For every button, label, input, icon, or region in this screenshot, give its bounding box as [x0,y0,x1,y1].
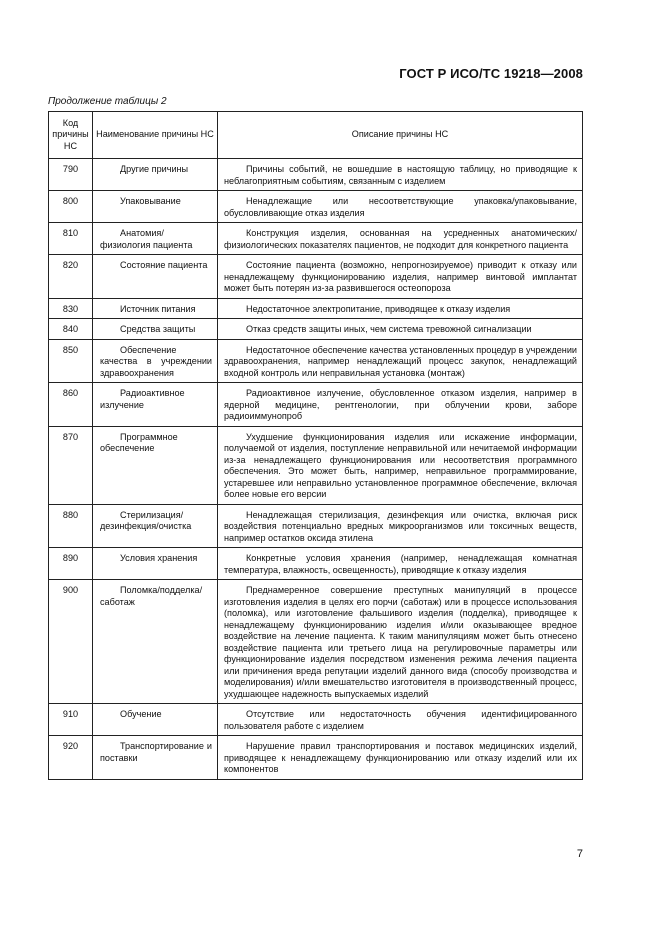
cause-code: 850 [49,339,93,383]
cause-description-text: Недостаточное электропитание, приводящее к отказу изделия [246,303,511,314]
cause-name [93,426,218,504]
cause-code: 900 [49,580,93,704]
cause-name [93,580,218,704]
cause-name-text: Поломка/подделка/саботаж [100,585,203,607]
cause-name [93,339,218,383]
cause-name-text: Обучение [120,709,162,719]
cause-name [93,548,218,580]
cause-description [218,159,583,191]
cause-name [93,383,218,427]
cause-name-text: Упаковывание [120,196,181,206]
cause-description [218,580,583,704]
cause-code: 810 [49,223,93,255]
cause-name-text: Состояние пациента [120,260,208,270]
column-header-name: Наименование причины НС [93,112,218,159]
cause-code: 880 [49,504,93,548]
cause-description-text: Нарушение правил транспортирования и поставок медицинских изделий, приводящее к ненадлежащему функционированию или отказу изделий или их компонентов [224,741,577,774]
cause-code: 800 [49,191,93,223]
table-row [49,548,583,580]
cause-description-text: Конкретные условия хранения (например, ненадлежащая комнатная температура, влажность, освещенность), приводящие к отказу изделия [224,553,577,575]
table-row [49,504,583,548]
cause-description-text: Отказ средств защиты иных, чем система тревожной сигнализации [246,324,532,334]
cause-name-text: Радиоактивное излучение [100,388,185,410]
cause-name-text: Средства защиты [120,324,196,334]
cause-description [218,298,583,319]
cause-name [93,255,218,299]
cause-name-text: Анатомия/физиология пациента [100,228,193,250]
cause-description-text: Ухудшение функционирования изделия или искажение информации, получаемой от изделия, поступление неправильной или нечитаемой информации из-за ненадлежащего функционирования или несоответствия программного обеспечения. Это может быть, например, неправильное программирование, устаревшее или неправильно установленное программное обеспечение, включая более новые его версии [224,431,577,499]
cause-description-text: Преднамеренное совершение преступных манипуляций в процессе изготовления изделия в целях его порчи (саботаж) или в процессе использования (поломка), или изготовление фальшивого изделия (подделка), приводящее к ненадлежащему функционированию изделия и/или оказывающее вредное воздействие на лечение пациента. К таким манипуляциям может быть отнесено воздействие пациента или третьего лица на регулировочные параметры или функционирование изделия посредством изменения режима лечения пациента или причинения вреда репутации изделий данного вида (способу производства и моделирования) и/или вмешательство изготовителя в производственный процесс, ухудшающее надежность выпускаемых изделий [224,585,577,699]
cause-name [93,704,218,736]
cause-code: 860 [49,383,93,427]
cause-name-text: Транспортирование и поставки [100,741,212,763]
table-row [49,319,583,340]
cause-description [218,548,583,580]
table-row [49,223,583,255]
table-caption: Продолжение таблицы 2 [48,96,167,107]
cause-code: 840 [49,319,93,340]
page-number: 7 [576,848,583,860]
cause-description [218,736,583,780]
cause-name-text: Стерилизация/дезинфекция/очистка [100,509,192,531]
cause-description-text: Ненадлежащая стерилизация, дезинфекция или очистка, включая риск воздействия потенциально вредных микроорганизмов или токсичных веществ, например остатков оксида этилена [224,509,577,543]
table-row [49,339,583,383]
table-row [49,383,583,427]
column-header-description: Описание причины НС [218,112,583,159]
table-row [49,255,583,299]
cause-name [93,504,218,548]
cause-name [93,159,218,191]
cause-name-text: Другие причины [120,164,189,174]
cause-description-text: Ненадлежащие или несоответствующие упаковка/упаковывание, обусловливающие отказ изделия [224,196,577,218]
cause-name [93,223,218,255]
cause-description [218,223,583,255]
cause-description-text: Недостаточное обеспечение качества установленных процедур в учреждении здравоохранения, например ненадлежащий процесс закупок, ненадлежащий входной контроль или неправильная установка (монтаж) [224,344,577,378]
cause-description-text: Состояние пациента (возможно, непрогнозируемое) приводит к отказу или ненадлежащему функционированию изделия, например винтовой имплантат может быть потерян из-за развившегося остеопороза [224,260,577,293]
cause-description-text: Отсутствие или недостаточность обучения идентифицированного пользователя работе с изделием [224,709,577,731]
cause-code: 920 [49,736,93,780]
cause-name [93,736,218,780]
cause-description-text: Причины событий, не вошедшие в настоящую таблицу, но приводящие к неблагоприятным событиям, связанным с изделием [224,164,577,186]
cause-code: 890 [49,548,93,580]
table-row [49,704,583,736]
cause-description [218,319,583,340]
table-row [49,159,583,191]
cause-description [218,383,583,427]
cause-description [218,704,583,736]
causes-table [48,111,583,780]
cause-code: 790 [49,159,93,191]
cause-name [93,298,218,319]
cause-name-text: Обеспечение качества в учреждении здравоохранения [100,344,212,378]
cause-code: 910 [49,704,93,736]
table-row [49,426,583,504]
cause-description-text: Конструкция изделия, основанная на усредненных анатомических/физиологических показателях пациентов, не подходит для конкретного пациента [224,228,577,250]
cause-code: 870 [49,426,93,504]
cause-code: 830 [49,298,93,319]
cause-description [218,255,583,299]
cause-name-text: Программное обеспечение [100,431,178,453]
cause-name-text: Источник питания [120,303,196,314]
cause-description-text: Радиоактивное излучение, обусловленное отказом изделия, например в ядерной медицине, рентгенологии, при облучении крови, заборе радиоиммунопроб [224,388,577,421]
document-id: ГОСТ Р ИСО/ТС 19218—2008 [399,66,583,81]
cause-name-text: Условия хранения [120,553,198,563]
table-row [49,191,583,223]
cause-description [218,426,583,504]
cause-code: 820 [49,255,93,299]
column-header-code: Код причины НС [49,112,93,159]
cause-name [93,319,218,340]
cause-description [218,339,583,383]
table-row [49,736,583,780]
cause-description [218,191,583,223]
table-body [49,159,583,780]
cause-description [218,504,583,548]
table-row [49,298,583,319]
cause-name [93,191,218,223]
table-header-row [49,112,583,159]
table-row [49,580,583,704]
